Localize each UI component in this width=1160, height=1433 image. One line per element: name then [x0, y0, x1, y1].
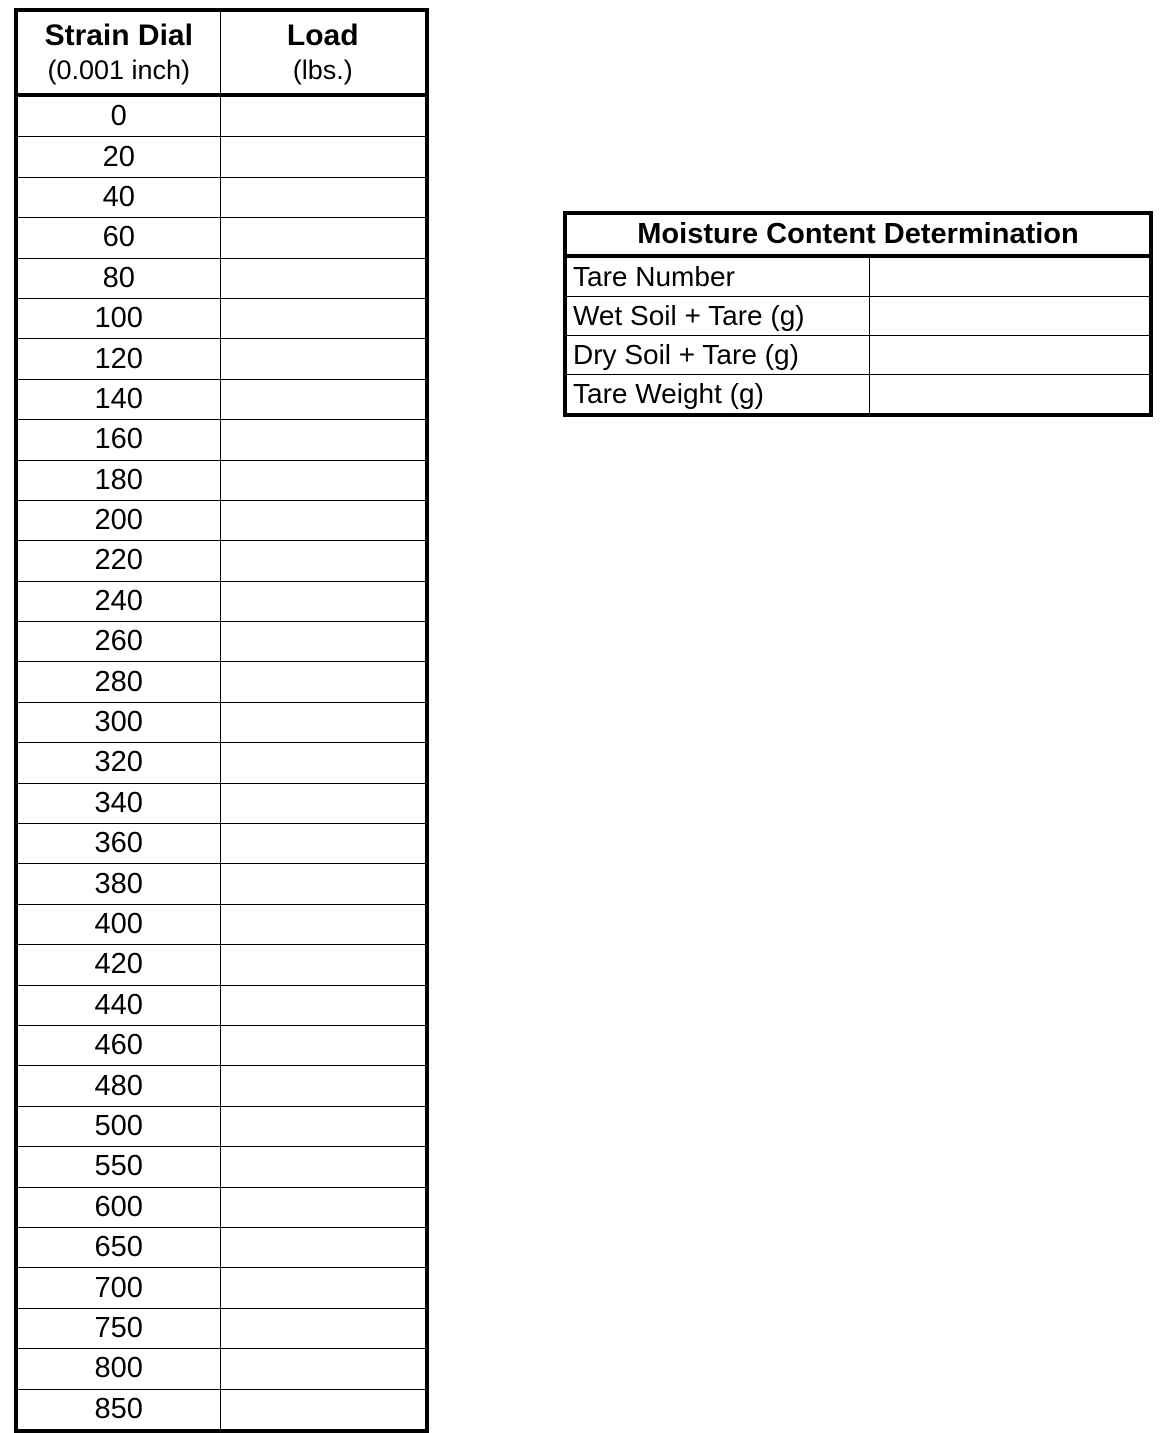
strain-dial-value: 700 [16, 1268, 220, 1308]
load-value-cell[interactable] [220, 95, 427, 137]
load-value-cell[interactable] [220, 622, 427, 662]
strain-dial-value: 40 [16, 177, 220, 217]
moisture-row-label: Dry Soil + Tare (g) [565, 336, 869, 375]
table-row [16, 1025, 427, 1065]
table-row [16, 177, 427, 217]
table-row [16, 622, 427, 662]
strain-dial-value: 100 [16, 298, 220, 338]
load-value-cell[interactable] [220, 1308, 427, 1348]
table-row [16, 783, 427, 823]
load-value-cell[interactable] [220, 298, 427, 338]
table-row [565, 375, 1151, 416]
moisture-row-label: Wet Soil + Tare (g) [565, 297, 869, 336]
strain-dial-value: 500 [16, 1106, 220, 1146]
table-row [16, 1389, 427, 1431]
moisture-value-cell[interactable] [869, 375, 1151, 416]
table-row [16, 824, 427, 864]
strain-dial-value: 60 [16, 218, 220, 258]
table-row [16, 500, 427, 540]
load-unit: (lbs.) [292, 55, 353, 86]
strain-dial-value: 650 [16, 1227, 220, 1267]
strain-dial-value: 160 [16, 420, 220, 460]
table-row [16, 985, 427, 1025]
strain-dial-value: 180 [16, 460, 220, 500]
load-title: Load [286, 18, 359, 52]
load-value-cell[interactable] [220, 541, 427, 581]
load-value-cell[interactable] [220, 339, 427, 379]
load-value-cell[interactable] [220, 1389, 427, 1431]
table-row [16, 298, 427, 338]
table-row [16, 218, 427, 258]
table-row [16, 95, 427, 137]
load-value-cell[interactable] [220, 824, 427, 864]
load-value-cell[interactable] [220, 985, 427, 1025]
strain-dial-value: 240 [16, 581, 220, 621]
moisture-value-cell[interactable] [869, 297, 1151, 336]
load-value-cell[interactable] [220, 1268, 427, 1308]
load-value-cell[interactable] [220, 258, 427, 298]
table-row [16, 1106, 427, 1146]
table-row [16, 1268, 427, 1308]
strain-dial-value: 420 [16, 945, 220, 985]
table-row [16, 1066, 427, 1106]
load-value-cell[interactable] [220, 1147, 427, 1187]
strain-dial-value: 80 [16, 258, 220, 298]
strain-dial-value: 850 [16, 1389, 220, 1431]
load-value-cell[interactable] [220, 460, 427, 500]
strain-table-header-row [16, 10, 427, 95]
strain-dial-unit: (0.001 inch) [47, 55, 191, 86]
load-value-cell[interactable] [220, 743, 427, 783]
load-value-cell[interactable] [220, 945, 427, 985]
strain-table-body [16, 95, 427, 1431]
strain-dial-value: 360 [16, 824, 220, 864]
load-value-cell[interactable] [220, 1349, 427, 1389]
load-value-cell[interactable] [220, 1066, 427, 1106]
strain-dial-value: 460 [16, 1025, 220, 1065]
strain-dial-header [16, 10, 220, 95]
strain-dial-value: 320 [16, 743, 220, 783]
load-value-cell[interactable] [220, 1106, 427, 1146]
table-row [16, 137, 427, 177]
table-row [16, 541, 427, 581]
table-row [16, 702, 427, 742]
table-row [16, 1147, 427, 1187]
strain-dial-value: 480 [16, 1066, 220, 1106]
load-value-cell[interactable] [220, 177, 427, 217]
table-row [16, 581, 427, 621]
table-row [16, 1187, 427, 1227]
load-value-cell[interactable] [220, 420, 427, 460]
strain-dial-value: 120 [16, 339, 220, 379]
strain-dial-value: 440 [16, 985, 220, 1025]
load-value-cell[interactable] [220, 864, 427, 904]
load-header [220, 10, 427, 95]
strain-dial-value: 400 [16, 904, 220, 944]
load-value-cell[interactable] [220, 783, 427, 823]
strain-dial-value: 300 [16, 702, 220, 742]
moisture-value-cell[interactable] [869, 336, 1151, 375]
strain-dial-value: 260 [16, 622, 220, 662]
table-row [16, 420, 427, 460]
table-row [16, 1308, 427, 1348]
table-row [16, 1349, 427, 1389]
moisture-row-label: Tare Number [565, 256, 869, 297]
moisture-table-title: Moisture Content Determination [565, 213, 1151, 256]
load-value-cell[interactable] [220, 1227, 427, 1267]
load-value-cell[interactable] [220, 904, 427, 944]
strain-dial-value: 340 [16, 783, 220, 823]
table-row [16, 258, 427, 298]
moisture-table-body [565, 256, 1151, 415]
table-row [16, 1227, 427, 1267]
load-value-cell[interactable] [220, 581, 427, 621]
strain-load-table [14, 8, 429, 1433]
strain-dial-value: 380 [16, 864, 220, 904]
strain-dial-value: 750 [16, 1308, 220, 1348]
strain-dial-value: 600 [16, 1187, 220, 1227]
load-value-cell[interactable] [220, 702, 427, 742]
load-value-cell[interactable] [220, 218, 427, 258]
table-row [16, 379, 427, 419]
table-row [16, 904, 427, 944]
strain-dial-value: 550 [16, 1147, 220, 1187]
table-row [16, 339, 427, 379]
strain-dial-title: Strain Dial [44, 18, 193, 52]
load-value-cell[interactable] [220, 662, 427, 702]
load-value-cell[interactable] [220, 1187, 427, 1227]
table-row [565, 297, 1151, 336]
table-row [16, 662, 427, 702]
strain-dial-value: 20 [16, 137, 220, 177]
strain-dial-value: 0 [16, 95, 220, 137]
moisture-table-header-row [565, 213, 1151, 256]
table-row [565, 336, 1151, 375]
load-value-cell[interactable] [220, 1025, 427, 1065]
strain-dial-value: 140 [16, 379, 220, 419]
table-row [16, 460, 427, 500]
strain-dial-value: 800 [16, 1349, 220, 1389]
table-row [16, 945, 427, 985]
load-value-cell[interactable] [220, 500, 427, 540]
strain-dial-value: 200 [16, 500, 220, 540]
strain-dial-value: 220 [16, 541, 220, 581]
moisture-content-table [563, 211, 1153, 417]
load-value-cell[interactable] [220, 379, 427, 419]
table-row [16, 743, 427, 783]
table-row [565, 256, 1151, 297]
load-value-cell[interactable] [220, 137, 427, 177]
moisture-value-cell[interactable] [869, 256, 1151, 297]
moisture-row-label: Tare Weight (g) [565, 375, 869, 416]
table-row [16, 864, 427, 904]
strain-dial-value: 280 [16, 662, 220, 702]
